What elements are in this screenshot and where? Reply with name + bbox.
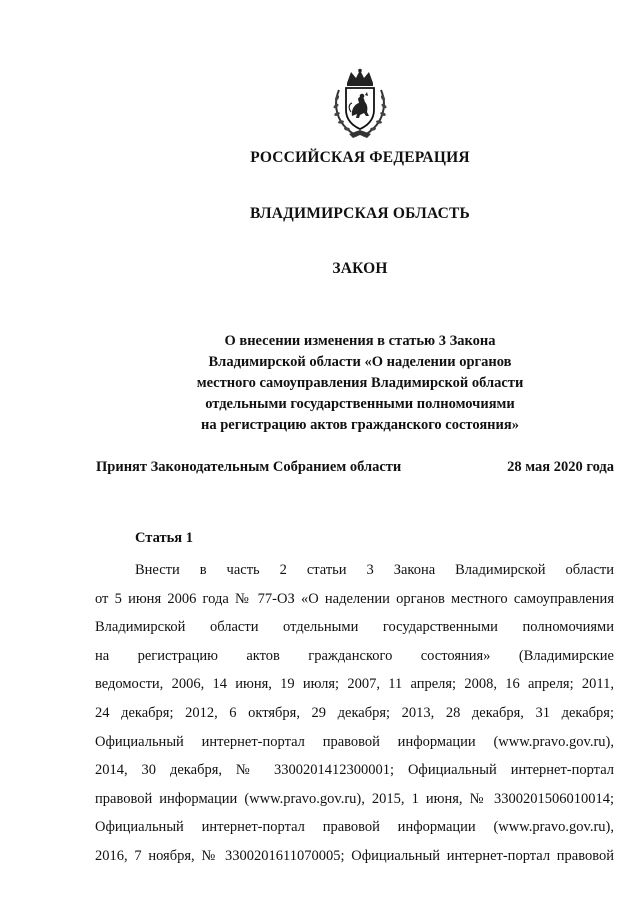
article-line: 2016, 7 ноября, № 3300201611070005; Официальный интернет-портал правовой <box>95 847 614 864</box>
adoption-line <box>96 459 614 476</box>
article-line: от 5 июня 2006 года № 77-ОЗ «О наделении органов местного самоуправления <box>95 590 614 607</box>
adoption-date: 28 мая 2020 года <box>507 459 614 475</box>
country-heading: РОССИЙСКАЯ ФЕДЕРАЦИЯ <box>250 149 470 166</box>
law-title <box>150 331 570 436</box>
article-line: 2014, 30 декабря, № 3300201412300001; Официальный интернет-портал <box>95 762 614 779</box>
vladimir-region-coat-of-arms-icon <box>329 68 391 140</box>
article-line: Официальный интернет-портал правовой информации (www.pravo.gov.ru), <box>95 733 614 750</box>
article-line: 24 декабря; 2012, 6 октября, 29 декабря; 2013, 28 декабря, 31 декабря; <box>95 704 614 721</box>
article-heading: Статья 1 <box>135 530 193 546</box>
article-line: правовой информации (www.pravo.gov.ru), 2015, 1 июня, № 3300201506010014; <box>95 790 614 807</box>
law-title-line: на регистрацию актов гражданского состояния» <box>201 417 519 433</box>
document-type-heading: ЗАКОН <box>332 260 388 277</box>
law-title-line: Владимирской области «О наделении органов <box>208 354 512 370</box>
article-line: на регистрацию актов гражданского состояния» (Владимирские <box>95 647 614 664</box>
law-title-line: О внесении изменения в статью 3 Закона <box>224 333 496 349</box>
adopted-by: Принят Законодательным Собранием области <box>96 459 402 475</box>
law-title-line: местного самоуправления Владимирской области <box>196 375 524 391</box>
region-heading: ВЛАДИМИРСКАЯ ОБЛАСТЬ <box>250 205 470 222</box>
article-body <box>95 556 614 871</box>
law-title-line: отдельными государственными полномочиями <box>205 396 515 412</box>
article-line: ведомости, 2006, 14 июня, 19 июля; 2007, 11 апреля; 2008, 16 апреля; 2011, <box>95 676 614 693</box>
article-line: Внести в часть 2 статьи 3 Закона Владимирской области <box>135 562 614 578</box>
article-line: Владимирской области отдельными государственными полномочиями <box>95 619 614 636</box>
article-line: Официальный интернет-портал правовой информации (www.pravo.gov.ru), <box>95 819 614 836</box>
